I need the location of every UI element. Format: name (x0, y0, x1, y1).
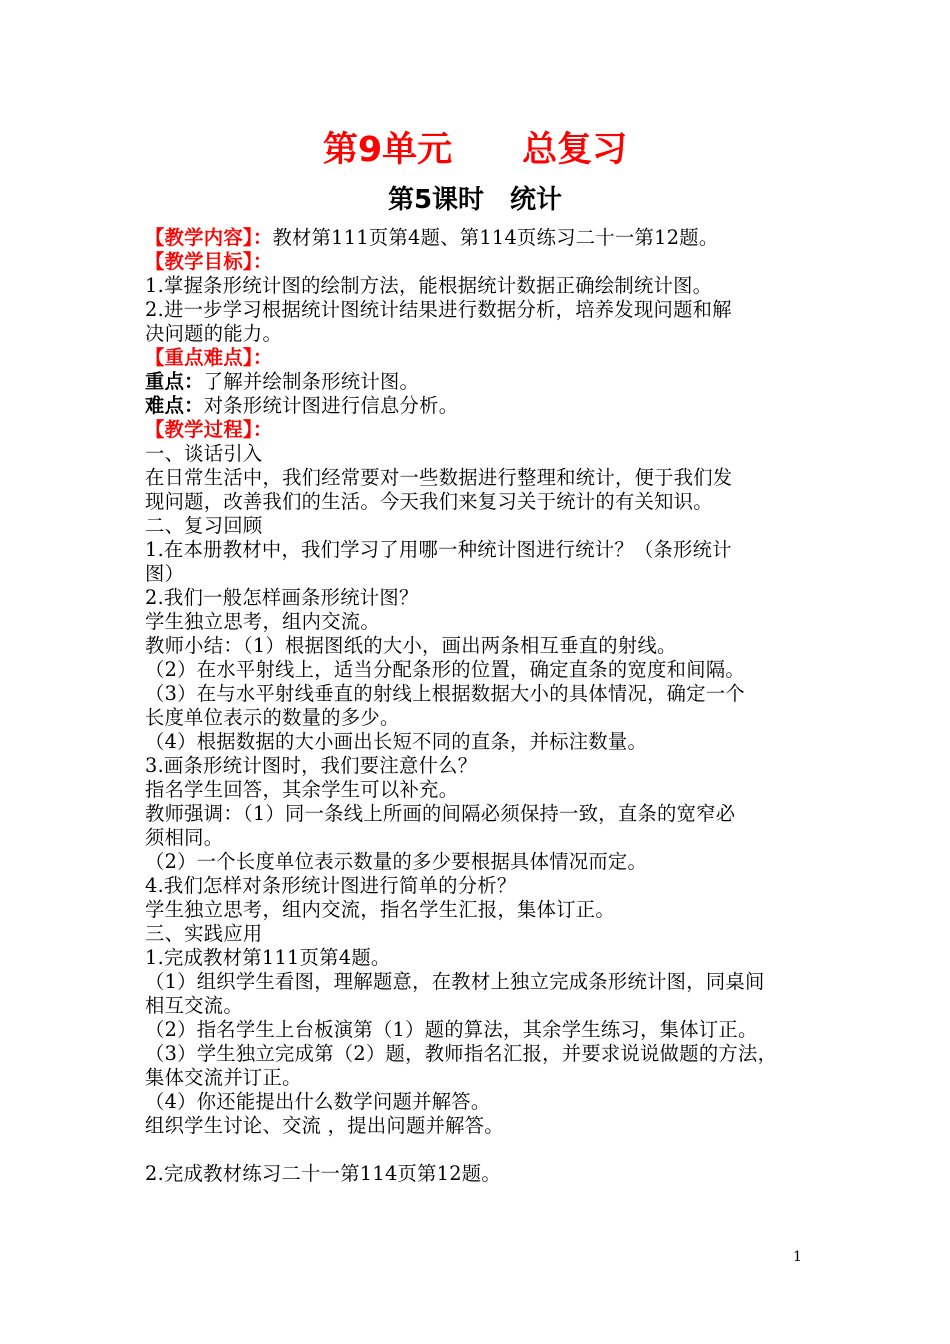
process-line: 须相同。 (145, 826, 224, 849)
teaching-content-text: 教材第111页第4题、第114页练习二十一第12题。 (272, 226, 719, 249)
process-line: （3）学生独立完成第（2）题，教师指名汇报，并要求说说做题的方法， (145, 1042, 778, 1065)
blank-line (145, 1138, 810, 1162)
process-line: 学生独立思考，组内交流，指名学生汇报，集体订正。 (145, 898, 615, 921)
process-line: 教师强调：（1）同一条线上所画的间隔必须保持一致，直条的宽窄必 (145, 802, 736, 825)
goal-line: 1.掌握条形统计图的绘制方法，能根据统计数据正确绘制统计图。 (145, 274, 713, 297)
difficult-point-text: 对条形统计图进行信息分析。 (203, 394, 459, 417)
process-line: 一、谈话引入 (145, 442, 263, 465)
process-line: 指名学生回答，其余学生可以补充。 (145, 778, 459, 801)
process-line: 现问题，改善我们的生活。今天我们来复习关于统计的有关知识。 (145, 490, 713, 513)
process-line: 1.在本册教材中，我们学习了用哪一种统计图进行统计？（条形统计 (145, 538, 732, 561)
process-line: 二、复习回顾 (145, 514, 263, 537)
process-line: 2.我们一般怎样画条形统计图？ (145, 586, 419, 609)
goal-line: 决问题的能力。 (145, 322, 283, 345)
unit-title: 第9单元 总复习 (322, 130, 628, 170)
teaching-goals-label: 【教学目标】： (145, 250, 273, 273)
process-line: 组织学生讨论、交流 ，提出问题并解答。 (145, 1114, 504, 1137)
process-line: （2）一个长度单位表示数量的多少要根据具体情况而定。 (145, 850, 648, 873)
process-final-line: 2.完成教材练习二十一第114页第12题。 (145, 1162, 501, 1185)
key-difficult-label: 【重点难点】： (145, 346, 273, 369)
goal-line: 2.进一步学习根据统计图统计结果进行数据分析，培养发现问题和解 (145, 298, 732, 321)
process-line: 教师小结：（1）根据图纸的大小，画出两条相互垂直的射线。 (145, 634, 677, 657)
process-line: （1）组织学生看图，理解题意，在教材上独立完成条形统计图，同桌间 (145, 970, 765, 993)
process-line: 1.完成教材第111页第4题。 (145, 946, 391, 969)
process-line: （3）在与水平射线垂直的射线上根据数据大小的具体情况，确定一个 (145, 682, 746, 705)
process-line: （4）你还能提出什么数学问题并解答。 (145, 1090, 491, 1113)
process-line: （2）指名学生上台板演第（1）题的算法，其余学生练习，集体订正。 (145, 1018, 758, 1041)
difficult-point-label: 难点： (145, 394, 204, 417)
key-point-line (145, 370, 810, 394)
key-point-label: 重点： (145, 370, 204, 393)
page-number: 1 (793, 1249, 802, 1265)
teaching-content-line (145, 226, 810, 250)
process-line: 3.画条形统计图时，我们要注意什么？ (145, 754, 478, 777)
process-line: （4）根据数据的大小画出长短不同的直条，并标注数量。 (145, 730, 648, 753)
lesson-subtitle: 第5课时 统计 (387, 185, 563, 215)
process-line: 长度单位表示的数量的多少。 (145, 706, 400, 729)
difficult-point-line (145, 394, 810, 418)
key-point-text: 了解并绘制条形统计图。 (203, 370, 420, 393)
process-line: 集体交流并订正。 (145, 1066, 302, 1089)
process-line: 相互交流。 (145, 994, 243, 1017)
process-line: 4.我们怎样对条形统计图进行简单的分析？ (145, 874, 517, 897)
process-line: 在日常生活中，我们经常要对一些数据进行整理和统计，便于我们发 (145, 466, 733, 489)
teaching-content-label: 【教学内容】： (145, 226, 273, 249)
process-line: （2）在水平射线上，适当分配条形的位置，确定直条的宽度和间隔。 (145, 658, 746, 681)
process-line: 学生独立思考，组内交流。 (145, 610, 380, 633)
process-line: 三、实践应用 (145, 922, 263, 945)
lesson-body (145, 226, 810, 1186)
process-line: 图） (145, 562, 185, 585)
teaching-process-label: 【教学过程】： (145, 418, 273, 441)
